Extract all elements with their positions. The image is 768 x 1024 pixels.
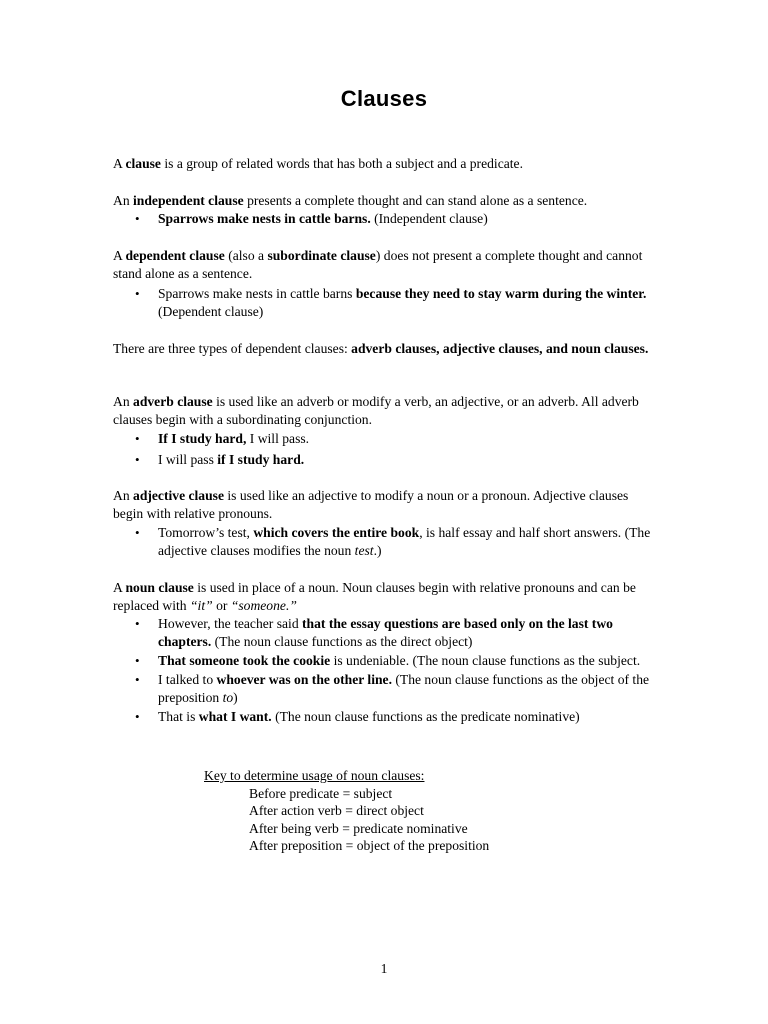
- dependent-clause-definition: [113, 247, 653, 283]
- list-item: [113, 451, 653, 469]
- text-run: However, the teacher said: [158, 616, 303, 631]
- list-item: [113, 430, 653, 448]
- term-independent-clause: independent clause: [133, 193, 244, 208]
- list-item: [113, 285, 653, 321]
- example-bold: because they need to stay warm during the winter.: [355, 286, 647, 301]
- text-run: .): [373, 543, 382, 558]
- text-run: A: [113, 248, 126, 263]
- example-bold: Sparrows make nests in cattle barns.: [158, 211, 371, 226]
- text-run: Tomorrow’s test,: [158, 525, 254, 540]
- example-bold: If I study hard,: [158, 431, 247, 446]
- noun-clause-usage-key: [204, 767, 489, 855]
- bullet-icon: •: [135, 672, 140, 687]
- term-clause: clause: [125, 156, 161, 171]
- adjective-clause-definition: [113, 487, 653, 523]
- text-run: presents a complete thought and can stand alone as a sentence.: [243, 193, 588, 208]
- list-item: [113, 708, 653, 726]
- text-run: (The noun clause functions as the direct object): [211, 634, 473, 649]
- bullet-icon: •: [135, 211, 140, 226]
- independent-examples-list: [113, 210, 653, 229]
- text-run: , is half essay and half short answers. (The adjective clauses modifies the noun: [158, 525, 651, 558]
- example-bold: that the essay questions are based only on the last two chapters.: [158, 616, 613, 649]
- key-row: After action verb = direct object: [249, 803, 424, 818]
- text-run: An: [113, 394, 134, 409]
- text-run: An: [113, 488, 134, 503]
- list-item: [113, 652, 653, 670]
- example-bold: which covers the entire book: [253, 525, 420, 540]
- dependent-examples-list: [113, 285, 653, 322]
- example-bold: what I want.: [198, 709, 272, 724]
- italic-term: test: [354, 543, 374, 558]
- text-run: A: [113, 156, 126, 171]
- bullet-icon: •: [135, 616, 140, 631]
- key-row: After being verb = predicate nominative: [249, 820, 468, 836]
- text-run: (Dependent clause): [158, 304, 264, 319]
- text-run: I will pass.: [246, 431, 310, 446]
- text-run: I will pass: [158, 452, 218, 467]
- text-run: Sparrows make nests in cattle barns: [158, 286, 356, 301]
- text-run: A: [113, 580, 126, 595]
- noun-examples-list: [113, 615, 653, 727]
- text-run: is used like an adjective to modify a noun or a pronoun. Adjective clauses begin with relative pronouns.: [113, 488, 629, 521]
- text-run: There are three types of dependent clauses:: [113, 341, 352, 356]
- term-dependent-clause: dependent clause: [125, 248, 225, 263]
- clause-definition: [113, 155, 653, 173]
- example-bold: if I study hard.: [217, 452, 305, 467]
- text-run: ) does not present a complete thought and cannot stand alone as a sentence.: [113, 248, 643, 281]
- example-bold: whoever was on the other line.: [216, 672, 392, 687]
- bullet-icon: •: [135, 525, 140, 540]
- adverb-clause-definition: [113, 393, 653, 429]
- text-run: is used in place of a noun. Noun clauses begin with relative pronouns and can be replaced with: [113, 580, 636, 613]
- text-run: (The noun clause functions as the predicate nominative): [271, 709, 580, 724]
- dependent-types-paragraph: [113, 340, 653, 358]
- text-run: (also a: [224, 248, 268, 263]
- page-number: 1: [380, 961, 388, 976]
- text-run: ): [233, 690, 238, 705]
- key-row: After preposition = object of the preposition: [249, 838, 490, 853]
- term-noun-clause: noun clause: [125, 580, 194, 595]
- key-title: Key to determine usage of noun clauses:: [204, 768, 425, 783]
- text-run: (The noun clause functions as the object of the preposition: [158, 672, 650, 705]
- key-row: Before predicate = subject: [249, 785, 393, 801]
- noun-clause-definition: [113, 579, 653, 615]
- independent-clause-definition: [113, 192, 653, 210]
- text-run: or: [212, 598, 231, 613]
- text-run: I talked to: [158, 672, 217, 687]
- text-run: An: [113, 193, 134, 208]
- example-bold: That someone took the cookie: [158, 653, 331, 668]
- text-run: is used like an adverb or modify a verb, an adjective, or an adverb. All adverb clauses begin with a subordinating conjunction.: [113, 394, 639, 427]
- adverb-examples-list: [113, 430, 653, 470]
- italic-term: “someone.”: [230, 598, 297, 613]
- text-run: is a group of related words that has both a subject and a predicate.: [160, 156, 523, 171]
- bullet-icon: •: [135, 431, 140, 446]
- list-item: [113, 210, 653, 228]
- list-item: [113, 524, 653, 560]
- dependent-types-list: adverb clauses, adjective clauses, and noun clauses.: [351, 341, 649, 356]
- bullet-icon: •: [135, 653, 140, 668]
- bullet-icon: •: [135, 286, 140, 301]
- bullet-icon: •: [135, 709, 140, 724]
- list-item: [113, 671, 653, 707]
- term-subordinate-clause: subordinate clause: [267, 248, 376, 263]
- italic-term: to: [222, 690, 234, 705]
- text-run: is undeniable. (The noun clause functions as the subject.: [330, 653, 641, 668]
- text-run: That is: [158, 709, 199, 724]
- bullet-icon: •: [135, 452, 140, 467]
- list-item: [113, 615, 653, 651]
- text-run: (Independent clause): [370, 211, 488, 226]
- term-adverb-clause: adverb clause: [133, 394, 213, 409]
- page-title: Clauses: [340, 86, 428, 111]
- term-adjective-clause: adjective clause: [133, 488, 224, 503]
- adjective-examples-list: [113, 524, 653, 561]
- italic-term: “it”: [190, 598, 213, 613]
